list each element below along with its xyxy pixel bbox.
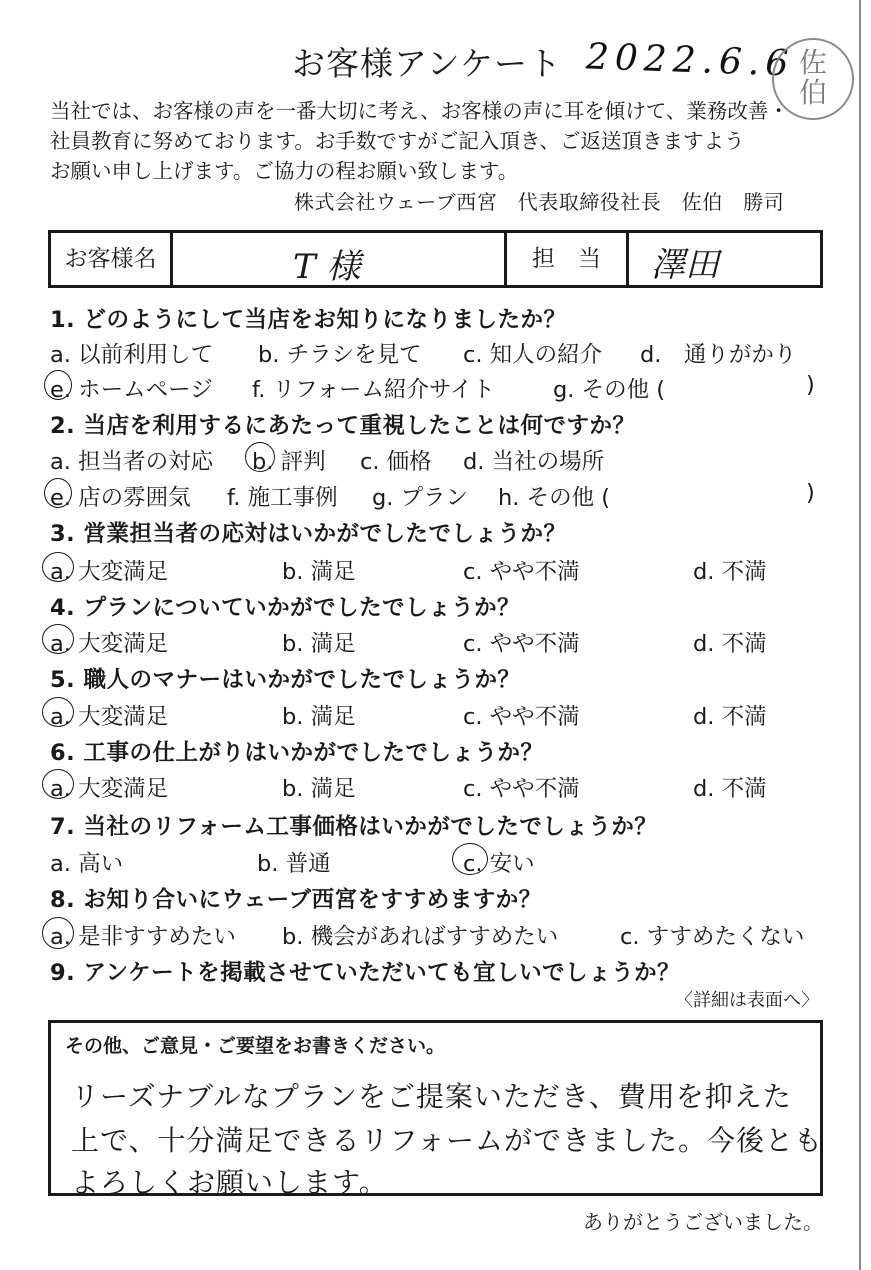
q1-option-c: c. 知人の紹介 <box>463 342 603 368</box>
question-5: 5. 職人のマナーはいかがでしたでしょうか？ <box>50 667 521 693</box>
q4-option-b: b. 満足 <box>282 631 356 657</box>
staff-label: 担 当 <box>507 233 629 285</box>
selected-circle <box>44 370 72 400</box>
q1-option-d: d. 通りがかり <box>640 342 797 368</box>
q1-option-g: g. その他 ( <box>553 377 666 403</box>
q6-option-b: b. 満足 <box>282 776 356 802</box>
q2-option-g: g. プラン <box>372 485 469 511</box>
comment-line: リーズナブルなプランをご提案いただき、費用を抑えた <box>71 1080 792 1113</box>
staff-value: 澤田 <box>651 245 719 285</box>
selected-circle <box>452 843 488 875</box>
selected-circle <box>42 917 74 949</box>
q5-option-d: d. 不満 <box>693 704 767 730</box>
question-6: 6. 工事の仕上がりはいかがでしたでしょうか？ <box>50 740 544 766</box>
selected-circle <box>42 552 74 582</box>
q2-option-a: a. 担当者の対応 <box>50 449 214 475</box>
q7-option-a: a. 高い <box>50 851 124 877</box>
comment-box <box>48 1020 824 1199</box>
customer-info-table <box>48 230 823 288</box>
q2-option-h: h. その他 ( <box>498 485 610 511</box>
q1-close-paren: ) <box>806 372 815 398</box>
question-4: 4. プランについていかがでしたでしょうか？ <box>50 595 521 621</box>
q1-option-a: a. 以前利用して <box>50 342 214 368</box>
q2-option-c: c. 価格 <box>360 449 432 475</box>
q8-option-c: c. すすめたくない <box>620 924 805 950</box>
question-8: 8. お知り合いにウェーブ西宮をすすめますか？ <box>50 887 542 913</box>
handwritten-date: 2022.6.6 <box>585 36 795 85</box>
q4-option-a: a. 大変満足 <box>50 631 169 657</box>
q7-option-b: b. 普通 <box>257 851 331 877</box>
question-9: 9. アンケートを掲載させていただいても宜しいでしょうか？ <box>50 960 681 986</box>
comment-line: 上で、十分満足できるリフォームができました。今後とも <box>71 1124 824 1157</box>
q1-option-f: f. リフォーム紹介サイト <box>252 377 495 403</box>
q8-option-b: b. 機会があればすすめたい <box>282 924 559 950</box>
customer-name-value: T 様 <box>293 247 361 287</box>
q6-option-a: a. 大変満足 <box>50 776 169 802</box>
q5-option-b: b. 満足 <box>282 704 356 730</box>
q5-option-c: c. やや不満 <box>463 704 580 730</box>
q3-option-a: a. 大変満足 <box>50 559 169 585</box>
q3-option-d: d. 不満 <box>693 559 767 585</box>
question-1: 1. どのようにして当店をお知りになりましたか？ <box>50 307 567 333</box>
stamp-char: 伯 <box>798 76 827 109</box>
selected-circle <box>42 624 74 654</box>
q2-option-e: e. 店の雰囲気 <box>50 485 191 511</box>
selected-circle <box>44 478 72 508</box>
q2-option-b: b. 評判 <box>252 449 326 475</box>
company-signature: 株式会社ウェーブ西宮 代表取締役社長 佐伯 勝司 <box>294 190 785 214</box>
customer-name-field <box>173 233 507 285</box>
q6-option-c: c. やや不満 <box>463 776 580 802</box>
q2-option-f: f. 施工事例 <box>227 485 338 511</box>
selected-circle <box>42 697 74 727</box>
intro-line: 当社では、お客様の声を一番大切に考え、お客様の声に耳を傾けて、業務改善・ <box>50 99 789 123</box>
intro-line: 社員教育に努めております。お手数ですがご記入頂き、ご返送頂きますよう <box>50 129 745 153</box>
q8-option-a: a. 是非すすめたい <box>50 924 236 950</box>
detail-note: 〈詳細は表面へ〉 <box>675 990 819 1011</box>
q1-option-b: b. チラシを見て <box>258 342 422 368</box>
q1-option-e: e. ホームページ <box>50 377 213 403</box>
q4-option-c: c. やや不満 <box>463 631 580 657</box>
q3-option-c: c. やや不満 <box>463 559 580 585</box>
comment-line: よろしくお願いします。 <box>71 1166 388 1199</box>
selected-circle <box>245 442 275 472</box>
customer-name-label: お客様名 <box>51 233 173 285</box>
stamp-char: 佐 <box>798 46 827 79</box>
q3-option-b: b. 満足 <box>282 559 356 585</box>
staff-field <box>629 233 820 285</box>
selected-circle <box>42 769 74 799</box>
closing-text: ありがとうございました。 <box>583 1210 823 1234</box>
q7-option-c: c. 安い <box>463 851 535 877</box>
intro-line: お願い申し上げます。ご協力の程お願い致します。 <box>50 159 519 183</box>
q5-option-a: a. 大変満足 <box>50 704 169 730</box>
q6-option-d: d. 不満 <box>693 776 767 802</box>
question-3: 3. 営業担当者の応対はいかがでしたでしょうか？ <box>50 521 567 547</box>
q2-close-paren: ) <box>806 480 815 506</box>
scan-edge-line <box>859 0 861 1270</box>
q2-option-d: d. 当社の場所 <box>463 449 605 475</box>
question-2: 2. 当店を利用するにあたって重視したことは何ですか？ <box>50 413 636 439</box>
survey-title: お客様アンケート <box>292 44 563 83</box>
q4-option-d: d. 不満 <box>693 631 767 657</box>
question-7: 7. 当社のリフォーム工事価格はいかがでしたでしょうか？ <box>50 814 658 840</box>
comment-prompt: その他、ご意見・ご要望をお書きください。 <box>65 1035 446 1057</box>
